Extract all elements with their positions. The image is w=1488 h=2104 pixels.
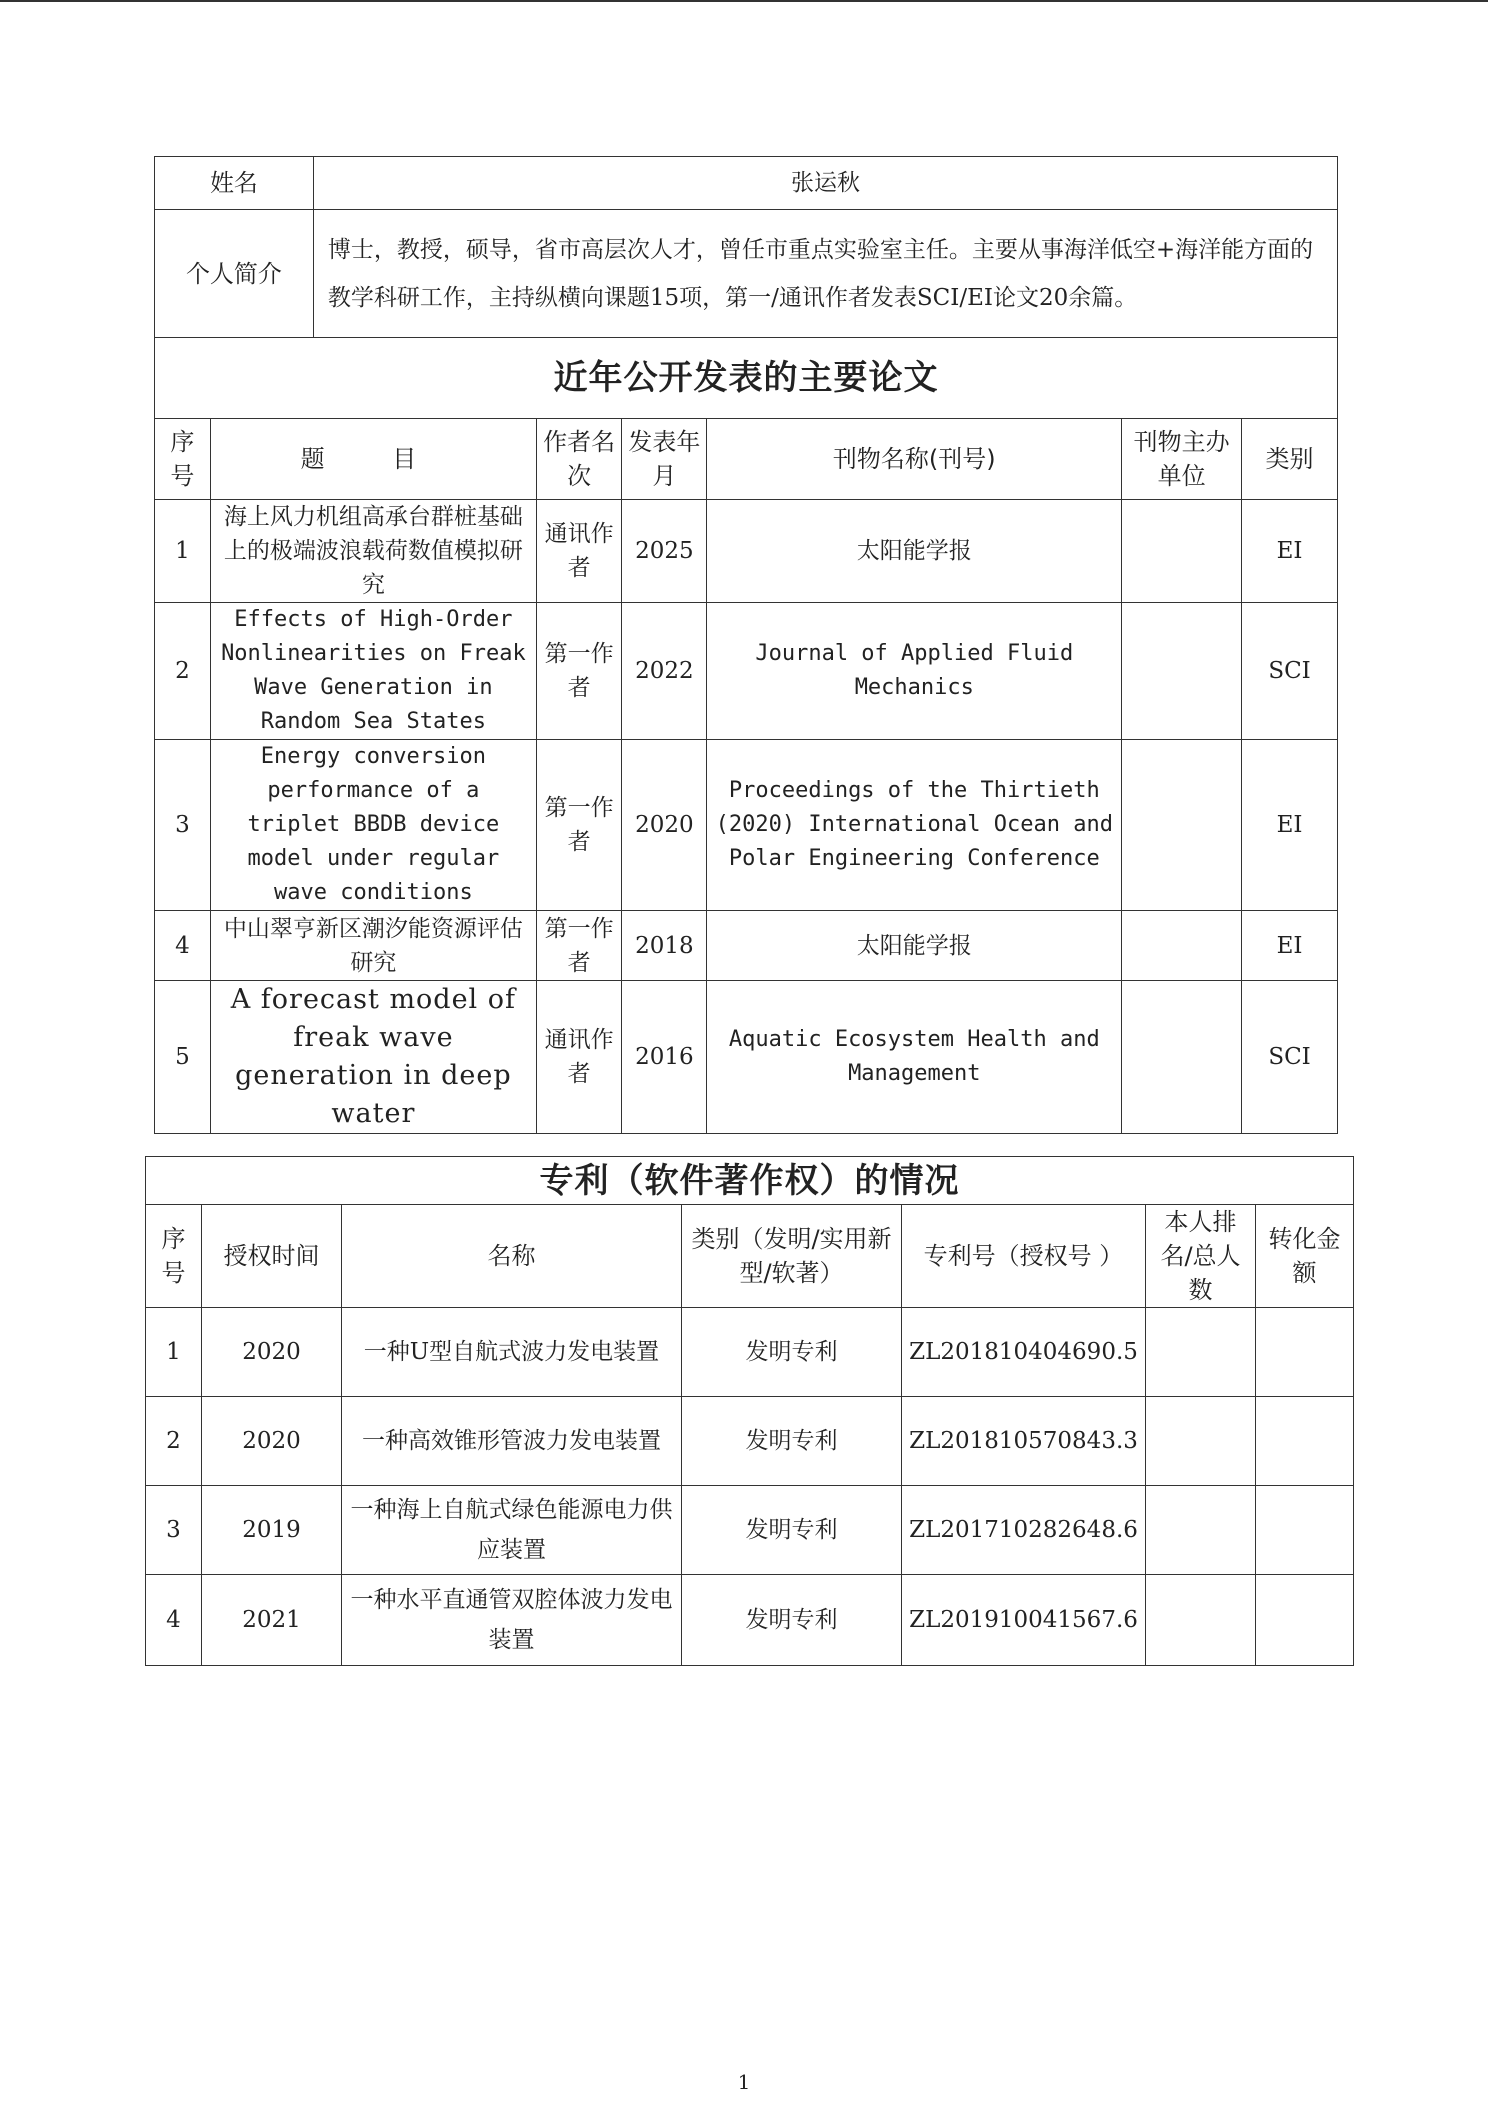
paper-topic: Effects of High-Order Nonlinearities on Freak Wave Generation in Random Sea States — [210, 603, 536, 740]
patent-type: 发明专利 — [682, 1486, 902, 1575]
header-number: 专利号（授权号 ） — [902, 1205, 1146, 1308]
paper-host — [1122, 740, 1242, 911]
table-row — [146, 1575, 1354, 1666]
paper-rank: 通讯作者 — [537, 981, 622, 1134]
patent-no: 3 — [146, 1486, 202, 1575]
patent-date: 2020 — [202, 1308, 342, 1397]
paper-rank: 通讯作者 — [537, 500, 622, 603]
table-row — [155, 603, 1338, 740]
paper-rank: 第一作者 — [537, 911, 622, 981]
patent-rank — [1146, 1308, 1256, 1397]
paper-type: EI — [1242, 500, 1338, 603]
paper-host — [1122, 500, 1242, 603]
paper-topic: Energy conversion performance of a triplet BBDB device model under regular wave conditions — [210, 740, 536, 911]
patent-number: ZL201810570843.3 — [902, 1397, 1146, 1486]
table-row — [146, 1486, 1354, 1575]
header-topic: 题 目 — [210, 419, 536, 500]
paper-type: SCI — [1242, 981, 1338, 1134]
patent-type: 发明专利 — [682, 1308, 902, 1397]
papers-header-row — [155, 419, 1338, 500]
patents-section-title: 专利（软件著作权）的情况 — [146, 1157, 1354, 1205]
patent-name: 一种水平直通管双腔体波力发电装置 — [342, 1575, 682, 1666]
table-row — [155, 981, 1338, 1134]
patent-no: 1 — [146, 1308, 202, 1397]
paper-no: 1 — [155, 500, 211, 603]
paper-topic: 中山翠亨新区潮汐能资源评估研究 — [210, 911, 536, 981]
header-date: 发表年月 — [622, 419, 707, 500]
header-no: 序号 — [146, 1205, 202, 1308]
patent-number: ZL201810404690.5 — [902, 1308, 1146, 1397]
patent-type: 发明专利 — [682, 1397, 902, 1486]
paper-journal: Journal of Applied Fluid Mechanics — [707, 603, 1122, 740]
paper-rank: 第一作者 — [537, 603, 622, 740]
patents-title-row — [146, 1157, 1354, 1205]
paper-host — [1122, 911, 1242, 981]
patent-rank — [1146, 1486, 1256, 1575]
page-number: 1 — [737, 2070, 751, 2094]
paper-type: EI — [1242, 740, 1338, 911]
intro-row — [155, 210, 1338, 338]
paper-type: SCI — [1242, 603, 1338, 740]
table-row — [155, 740, 1338, 911]
patent-name: 一种高效锥形管波力发电装置 — [342, 1397, 682, 1486]
header-name: 名称 — [342, 1205, 682, 1308]
paper-year: 2025 — [622, 500, 707, 603]
header-type: 类别（发明/实用新型/软著） — [682, 1205, 902, 1308]
paper-topic: 海上风力机组高承台群桩基础上的极端波浪载荷数值模拟研究 — [210, 500, 536, 603]
paper-year: 2016 — [622, 981, 707, 1134]
name-value: 张运秋 — [313, 157, 1337, 210]
patent-no: 2 — [146, 1397, 202, 1486]
patent-date: 2021 — [202, 1575, 342, 1666]
table-row — [155, 500, 1338, 603]
patent-amount — [1256, 1575, 1354, 1666]
patent-no: 4 — [146, 1575, 202, 1666]
header-journal: 刊物名称(刊号) — [707, 419, 1122, 500]
paper-year: 2018 — [622, 911, 707, 981]
patent-number: ZL201710282648.6 — [902, 1486, 1146, 1575]
paper-year: 2022 — [622, 603, 707, 740]
papers-title-row — [155, 338, 1338, 419]
paper-journal: Proceedings of the Thirtieth (2020) International Ocean and Polar Engineering Conference — [707, 740, 1122, 911]
paper-host — [1122, 603, 1242, 740]
patent-amount — [1256, 1486, 1354, 1575]
paper-topic: A forecast model of freak wave generation in deep water — [210, 981, 536, 1134]
paper-journal: 太阳能学报 — [707, 911, 1122, 981]
papers-section-title: 近年公开发表的主要论文 — [155, 338, 1338, 419]
table-row — [146, 1308, 1354, 1397]
patent-rank — [1146, 1575, 1256, 1666]
paper-no: 2 — [155, 603, 211, 740]
header-no: 序号 — [155, 419, 211, 500]
intro-text: 博士，教授，硕导，省市高层次人才，曾任市重点实验室主任。主要从事海洋低空+海洋能方面的教学科研工作，主持纵横向课题15项，第一/通讯作者发表SCI/EI论文20余篇。 — [313, 210, 1337, 338]
paper-no: 5 — [155, 981, 211, 1134]
table-row — [155, 911, 1338, 981]
patent-amount — [1256, 1397, 1354, 1486]
header-author-rank: 作者名次 — [537, 419, 622, 500]
paper-year: 2020 — [622, 740, 707, 911]
name-row — [155, 157, 1338, 210]
patent-number: ZL201910041567.6 — [902, 1575, 1146, 1666]
patents-header-row — [146, 1205, 1354, 1308]
table-row — [146, 1397, 1354, 1486]
patent-date: 2019 — [202, 1486, 342, 1575]
header-type: 类别 — [1242, 419, 1338, 500]
name-label: 姓名 — [155, 157, 314, 210]
paper-type: EI — [1242, 911, 1338, 981]
paper-host — [1122, 981, 1242, 1134]
header-amount: 转化金额 — [1256, 1205, 1354, 1308]
header-rank: 本人排名/总人数 — [1146, 1205, 1256, 1308]
header-date: 授权时间 — [202, 1205, 342, 1308]
patent-amount — [1256, 1308, 1354, 1397]
patent-date: 2020 — [202, 1397, 342, 1486]
intro-label: 个人简介 — [155, 210, 314, 338]
patents-table — [145, 1156, 1354, 1666]
paper-rank: 第一作者 — [537, 740, 622, 911]
top-border-line — [0, 0, 1488, 2]
paper-no: 3 — [155, 740, 211, 911]
patent-type: 发明专利 — [682, 1575, 902, 1666]
paper-no: 4 — [155, 911, 211, 981]
patent-name: 一种海上自航式绿色能源电力供应装置 — [342, 1486, 682, 1575]
header-host: 刊物主办单位 — [1122, 419, 1242, 500]
paper-journal: Aquatic Ecosystem Health and Management — [707, 981, 1122, 1134]
patent-name: 一种U型自航式波力发电装置 — [342, 1308, 682, 1397]
paper-journal: 太阳能学报 — [707, 500, 1122, 603]
patent-rank — [1146, 1397, 1256, 1486]
papers-table — [154, 156, 1338, 1134]
